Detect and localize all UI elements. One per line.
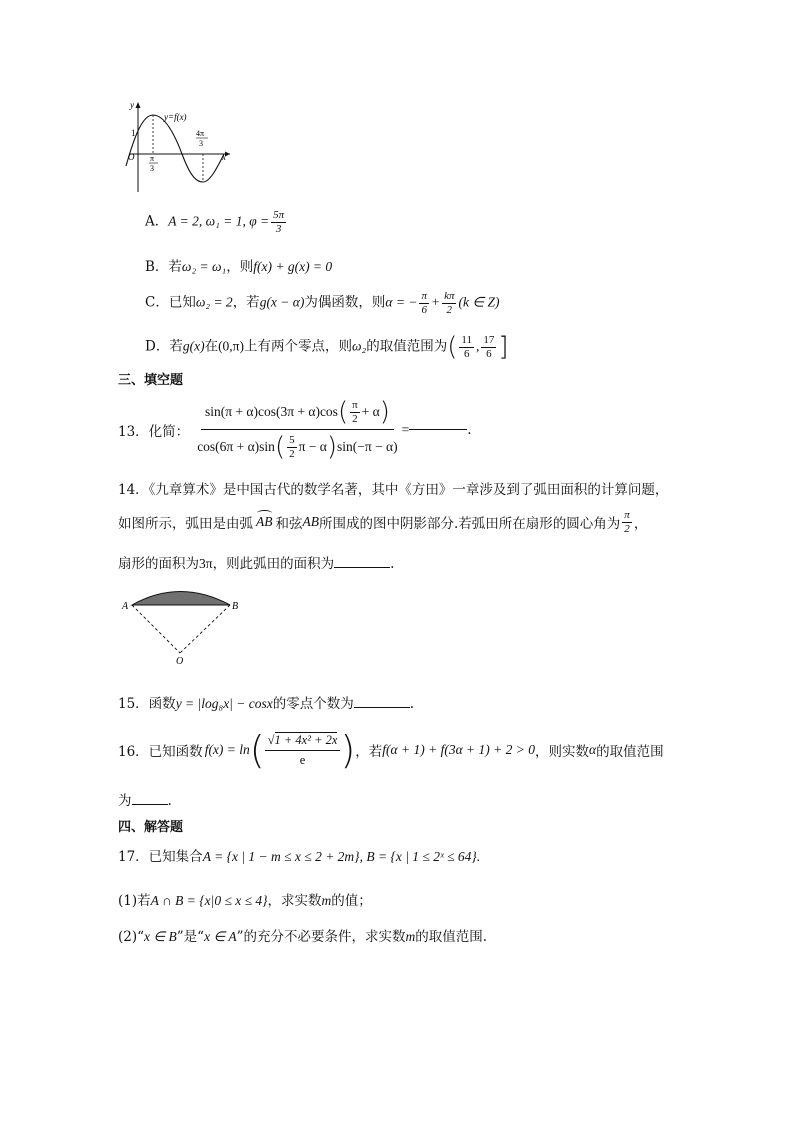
q16-fraction: √1 + 4x² + 2x e	[265, 732, 341, 768]
option-b: B．若ω₂ = ω₁，则f(x) + g(x) = 0	[145, 259, 333, 275]
question-14-line1: 14．《九章算术》是中国古代的数学名著，其中《方田》一章涉及到了弧田面积的计算问题，	[118, 482, 669, 498]
question-16: 16．已知函数 f(x) = ln ( √1 + 4x² + 2x e ) ，若 f(α + 1) + f(3α + 1) + 2 > 0 ，则实数 α 的取值范围	[118, 728, 664, 772]
radius-oa	[132, 605, 180, 653]
option-a: A．A = 2, ω₁ = 1, φ = $\frac{5\pi}{3}$	[145, 209, 285, 235]
fourpi3-den: 3	[199, 139, 203, 148]
arc-field-figure	[118, 583, 246, 667]
question-17: 17．已知集合A = {x | 1 − m ≤ x ≤ 2 + 2m}, B = {x | 1 ≤ 2ˣ ≤ 64}.	[118, 849, 481, 865]
func-label: y=f(x)	[164, 112, 187, 122]
q16-answer-blank[interactable]	[132, 804, 168, 805]
point-a-label: A	[122, 601, 129, 612]
question-14-line2: 如图所示，弧田是由弧 AB 和弦 AB 所围成的图中阴影部分.若弧田所在扇形的圆心角为 $\frac{\pi}{2}$ ，	[118, 509, 648, 535]
shaded-segment	[132, 592, 230, 606]
y-label: y	[130, 100, 134, 110]
question-17-part1: (1)若A ∩ B = {x|0 ≤ x ≤ 4}，求实数m的值；	[118, 893, 372, 909]
question-15: 15．函数y = |log₈x| − cosx的零点个数为 .	[118, 696, 415, 712]
option-c: C．已知ω₂ = 2，若g(x − α)为偶函数，则α = − $\frac{\pi}{6}$ + $\frac{k\pi}{2}$ (k ∈ Z)	[145, 290, 500, 316]
option-d: D．若g(x)在(0,π)上有两个零点，则ω₂的取值范围为( $\frac{11}{6}$ , $\frac{17}{6}$ ]	[145, 332, 509, 362]
point-b-label: B	[232, 601, 239, 612]
question-16-line2: 为 .	[118, 793, 172, 809]
question-14-line3: 扇形的面积为3π，则此弧田的面积为 .	[118, 556, 395, 572]
q13-answer-blank[interactable]	[409, 429, 467, 430]
q13-fraction: sin(π + α)cos(3π + α)cos ( $\frac{\pi}{2}$ + α ) cos(6π + α)sin ( $\frac{5}{2}$ π − α ) sin(−π − α)	[197, 397, 398, 462]
point-o-label: O	[176, 656, 184, 667]
pi3-num: π	[150, 154, 155, 163]
one-label: 1	[131, 128, 136, 138]
question-13: 13．化简： sin(π + α)cos(3π + α)cos ( $\frac{\pi}{2}$ + α ) cos(6π + α)sin ( $\frac{5}{2}$ π − α ) sin(−π − α) = .	[118, 397, 472, 462]
section-solutions-title: 四、解答题	[118, 820, 184, 835]
pi3-den: 3	[150, 164, 154, 173]
y-axis-arrow	[136, 102, 141, 108]
q14-answer-blank[interactable]	[334, 567, 390, 568]
fourpi3-num: 4π	[196, 129, 205, 138]
radius-ob	[180, 605, 230, 653]
q15-answer-blank[interactable]	[354, 707, 410, 708]
sine-graph	[118, 98, 233, 194]
x-label: x	[222, 152, 226, 162]
sine-curve	[126, 115, 224, 182]
section-fill-in-title: 三、填空题	[118, 373, 184, 388]
question-17-part2: (2)“x ∈ B”是“x ∈ A”的充分不必要条件，求实数m的取值范围.	[118, 929, 488, 945]
origin-label: O	[128, 152, 135, 162]
